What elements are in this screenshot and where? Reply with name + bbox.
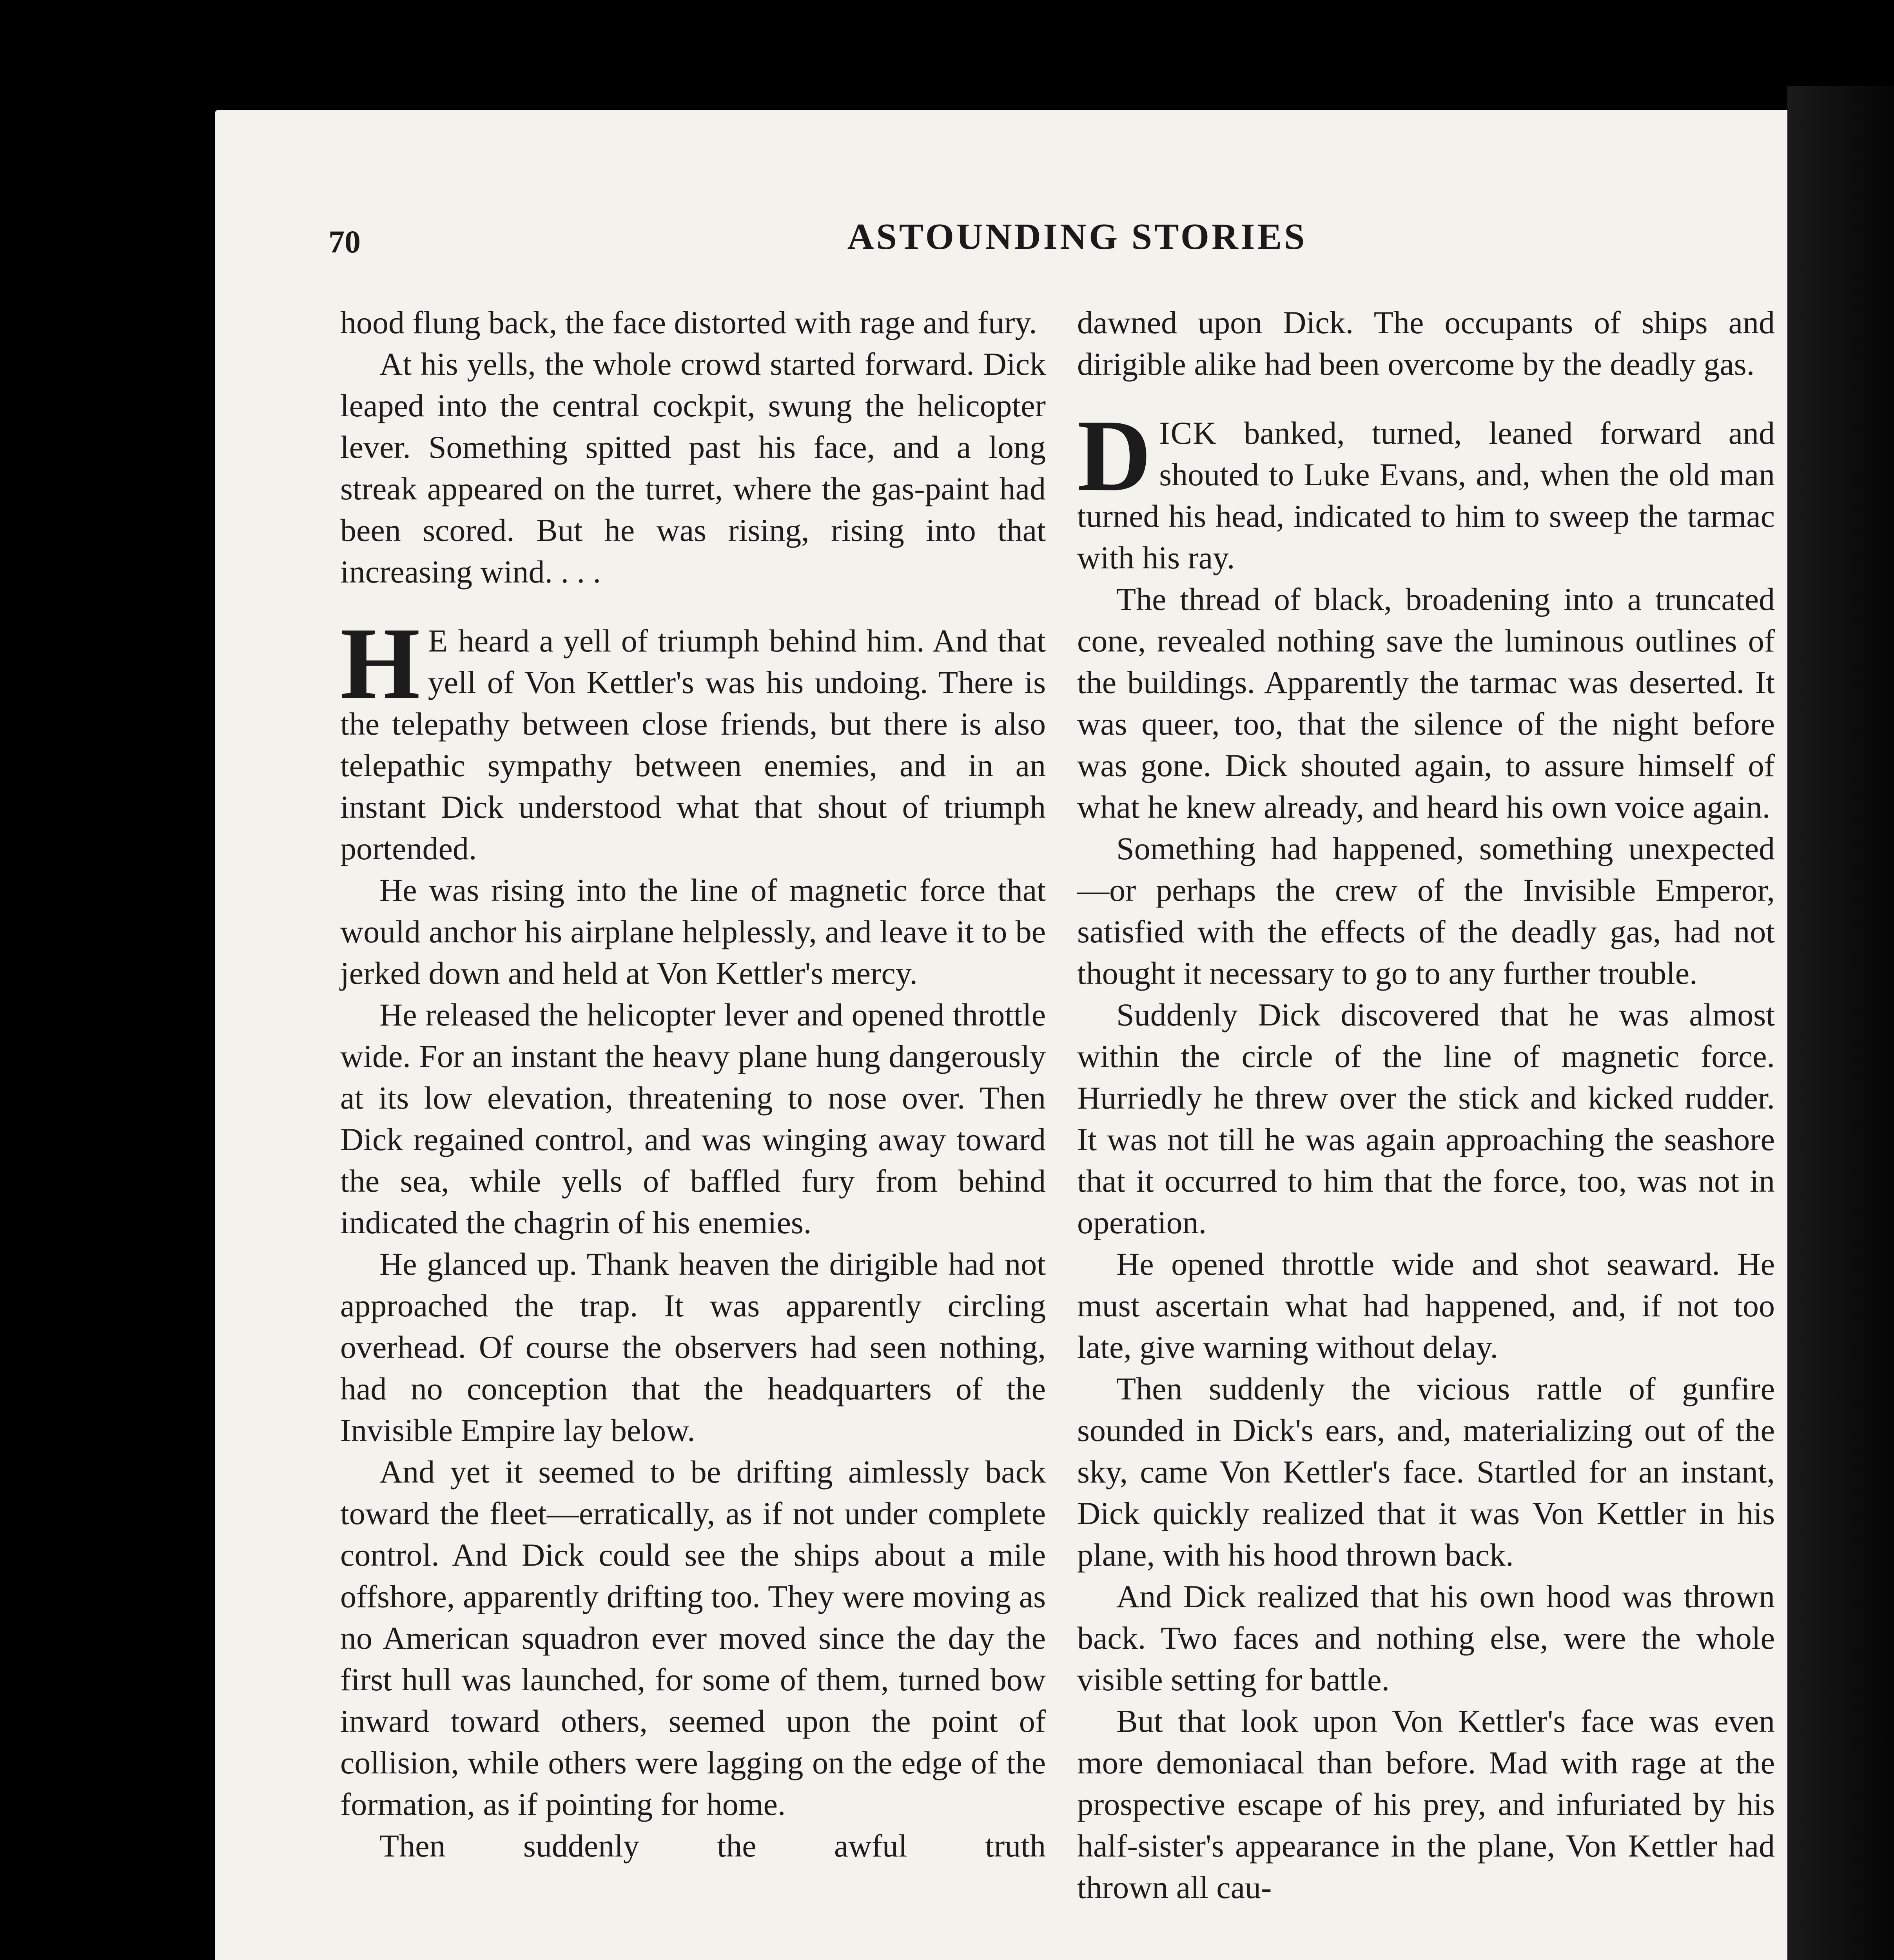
paragraph: dawned upon Dick. The occupants of ships and dirigible alike had been overcome by the deadly gas. — [1077, 305, 1775, 382]
section-paragraph — [1077, 399, 1775, 579]
paragraph: And Dick realized that his own hood was thrown back. Two faces and nothing else, were the whole visible setting for battle. — [1077, 1579, 1775, 1697]
paragraph: He glanced up. Thank heaven the dirigible had not approached the trap. It was apparently circling overhead. Of course the observers had seen nothing, had no conception that the headquarters of the Invisible Empire lay below. — [340, 1246, 1046, 1448]
paragraph: At his yells, the whole crowd started forward. Dick leaped into the central cockpit, swung the helicopter lever. Something spitted past his face, and a long streak appeared on the turret, where the gas-paint had been scored. But he was rising, rising into that increasing wind. . . . — [340, 346, 1046, 590]
paragraph: Then suddenly the vicious rattle of gunfire sounded in Dick's ears, and, materializing out of the sky, came Von Kettler's face. Startled for an instant, Dick quickly realized that it was Von Kettler in his plane, with his hood thrown back. — [1077, 1371, 1775, 1573]
small-caps-lead: ICK — [1159, 415, 1217, 451]
paragraph: Suddenly Dick discovered that he was almost within the circle of the line of magnetic force. Hurriedly he threw over the stick and kicked rudder. It was not till he was again approaching the seashore that it occurred to him that the force, too, was not in operation. — [1077, 997, 1775, 1240]
paragraph: The thread of black, broadening into a truncated cone, revealed nothing save the luminous outlines of the buildings. Apparently the tarmac was deserted. It was queer, too, that the silence of the night before was gone. Dick shouted again, to assure himself of what he knew already, and heard his own voice again. — [1077, 581, 1775, 825]
paragraph: But that look upon Von Kettler's face was even more demoniacal than before. Mad with rage at the prospective escape of his prey, and infuriated by his half-sister's appearance in the plane, Von Kettler had thrown all cau- — [1077, 1703, 1775, 1905]
drop-cap: H — [340, 606, 420, 720]
left-column — [340, 302, 1046, 1867]
section-paragraph — [340, 606, 1046, 869]
paragraph-text: banked, turned, leaned forward and shouted to Luke Evans, and, when the old man turned his head, indicated to him to sweep the tarmac with his ray. — [1077, 415, 1775, 575]
paragraph: Something had happened, something unexpected—or perhaps the crew of the Invisible Emperor, satisfied with the effects of the deadly gas, had not thought it necessary to go to any further trouble. — [1077, 831, 1775, 991]
small-caps-lead: E — [428, 623, 448, 659]
paragraph: He was rising into the line of magnetic force that would anchor his airplane helplessly, and leave it to be jerked down and held at Von Kettler's mercy. — [340, 872, 1046, 991]
right-column — [1077, 302, 1775, 1908]
paragraph: hood flung back, the face distorted with rage and fury. — [340, 305, 1037, 340]
adjacent-page-edge — [1787, 86, 1894, 1960]
paragraph: And yet it seemed to be drifting aimlessly back toward the fleet—erratically, as if not under complete control. And Dick could see the ships about a mile offshore, apparently drifting too. They were moving as no American squadron ever moved since the day the first hull was launched, for some of them, turned bow inward toward others, seemed upon the point of collision, while others were lagging on the edge of the formation, as if pointing for home. — [340, 1454, 1046, 1822]
page-number: 70 — [328, 224, 361, 260]
drop-cap: D — [1077, 399, 1152, 512]
paragraph: Then suddenly the awful truth — [379, 1828, 1046, 1864]
paragraph: He released the helicopter lever and opened throttle wide. For an instant the heavy plane hung dangerously at its low elevation, threatening to nose over. Then Dick regained control, and was winging away toward the sea, while yells of baffled fury from behind indicated the chagrin of his enemies. — [340, 997, 1046, 1240]
paragraph-text: heard a yell of triumph behind him. And that yell of Von Kettler's was his undoing. There is the telepathy between close friends, but there is also telepathic sympathy between enemies, and in an instant Dick understood what that shout of triumph portended. — [340, 623, 1046, 866]
running-head: ASTOUNDING STORIES — [847, 216, 1307, 257]
paragraph: He opened throttle wide and shot seaward. He must ascertain what had happened, and, if not too late, give warning without delay. — [1077, 1246, 1775, 1365]
book-page — [215, 110, 1853, 1960]
